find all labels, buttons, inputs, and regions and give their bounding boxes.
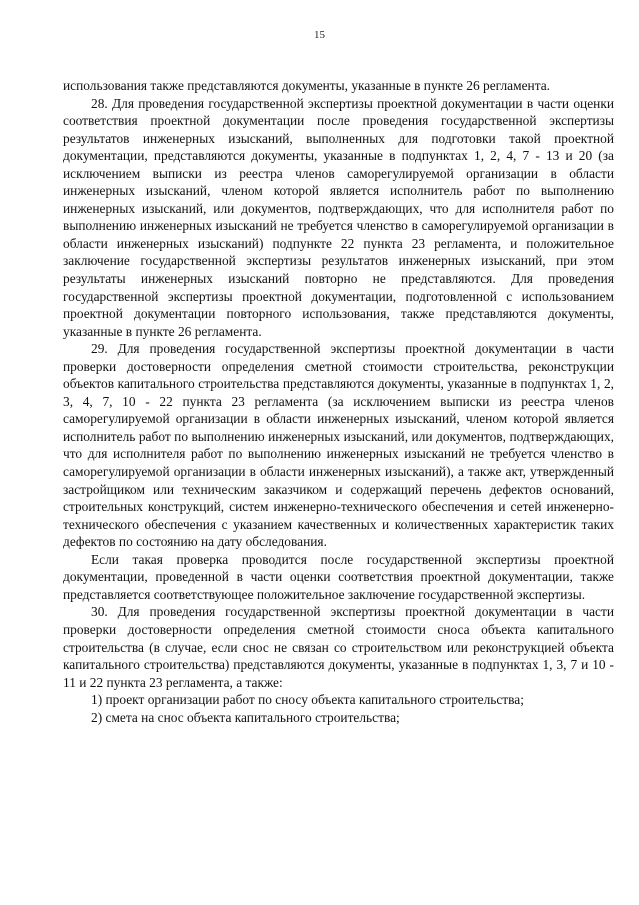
paragraph-28: 28. Для проведения государственной экспертизы проектной документации в части оценки соответствия проектной документации после проведения государственной экспертизы результатов инженерных изысканий, выполненных для подготовки такой проектной документации, представляются документы, указанные в подпунктах 1, 2, 4, 7 - 13 и 20 (за исключением выписки из реестра членов саморегулируемой организации в области инженерных изысканий, членом которой является исполнитель работ по выполнению инженерных изысканий, или документов, подтверждающих, что для исполнителя работ по выполнению инженерных изысканий не требуется членство в саморегулируемой организации в области инженерных изысканий) подпункте 22 пункта 23 регламента, и положительное заключение государственной экспертизы результатов инженерных изысканий, при этом результаты инженерных изысканий повторно не представляются. Для проведения государственной экспертизы проектной документации, подготовленной с использованием проектной документации повторного использования, также представляются документы, указанные в пункте 26 регламента. [63, 95, 614, 339]
paragraph-29: 29. Для проведения государственной экспертизы проектной документации в части проверки достоверности определения сметной стоимости строительства, реконструкции объектов капитального строительства представляются документы, указанные в подпунктах 1, 2, 3, 4, 7, 10 - 22 пункта 23 регламента (за исключением выписки из реестра членов саморегулируемой организации в области инженерных изысканий, членом которой является исполнитель работ по выполнению инженерных изысканий, или документов, подтверждающих, что для исполнителя работ по выполнению инженерных изысканий не требуется членство в саморегулируемой организации в области инженерных изысканий), а также акт, утвержденный застройщиком или техническим заказчиком и содержащий перечень дефектов оснований, строительных конструкций, систем инженерно-технического обеспечения и сетей инженерно-технического обеспечения с указанием качественных и количественных характеристик таких дефектов по состоянию на дату обследования. [63, 341, 614, 550]
paragraph-30: 30. Для проведения государственной экспертизы проектной документации в части проверки достоверности определения сметной стоимости сноса объекта капитального строительства (в случае, если снос не связан со строительством или реконструкцией объекта капитального строительства) представляются документы, указанные в подпунктах 1, 3, 7 и 10 - 11 и 22 пункта 23 регламента, а также: [63, 604, 614, 690]
list-item-1: 1) проект организации работ по сносу объекта капитального строительства; [91, 692, 524, 708]
page-number: 15 [314, 29, 325, 41]
document-body [63, 77, 614, 726]
paragraph-continuation: использования также представляются документы, указанные в пункте 26 регламента. [63, 78, 551, 93]
list-item-2: 2) смета на снос объекта капитального строительства; [91, 709, 400, 725]
paragraph-29-addendum: Если такая проверка проводится после государственной экспертизы проектной документации, проведенной в части оценки соответствия проектной документации, также представляется соответствующее положительное заключение государственной экспертизы. [63, 551, 614, 602]
